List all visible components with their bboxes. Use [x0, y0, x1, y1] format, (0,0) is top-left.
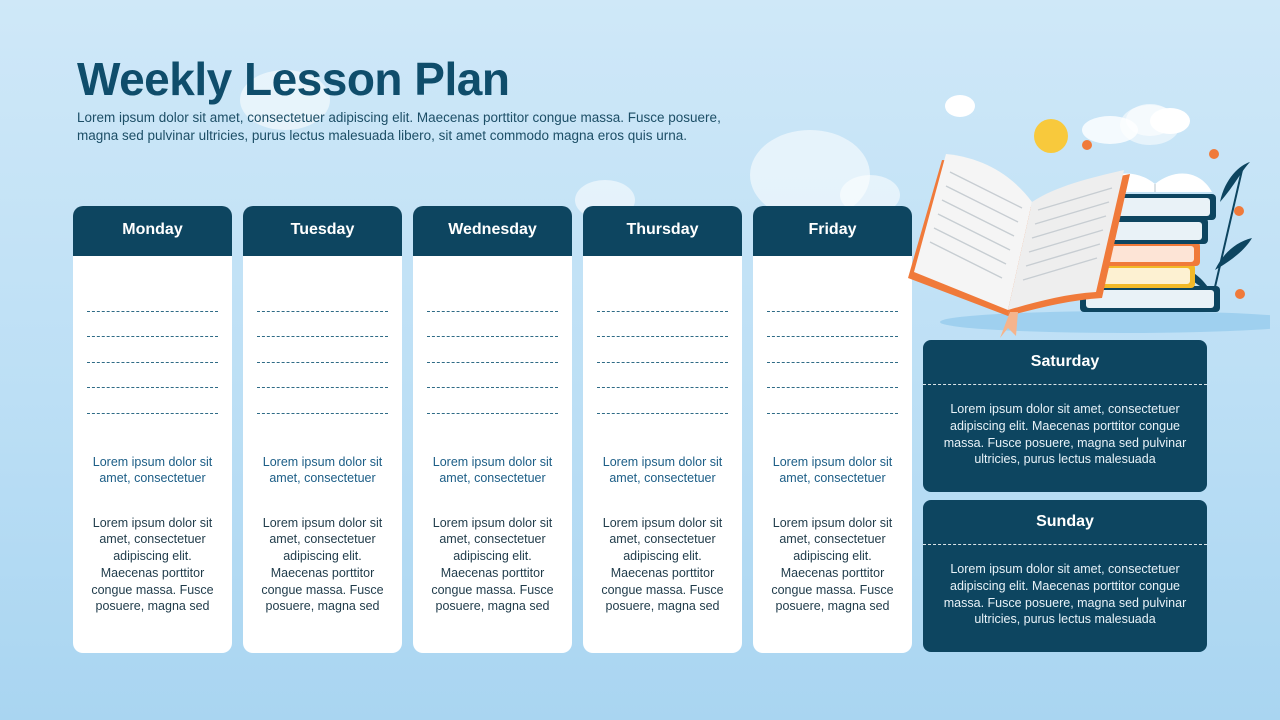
day-card-sunday: [923, 500, 1207, 652]
day-title: Saturday: [923, 340, 1207, 385]
day-description: Lorem ipsum dolor sit amet, consectetuer adipiscing elit. Maecenas porttitor congue massa. Fusce posuere, magna sed: [91, 515, 214, 614]
day-card-friday: [753, 206, 912, 653]
page-title: Weekly Lesson Plan: [77, 53, 510, 105]
open-book-stack-icon: [890, 90, 1270, 340]
note-line[interactable]: [597, 337, 728, 363]
note-line[interactable]: [767, 286, 898, 312]
note-line[interactable]: [87, 312, 218, 338]
note-line[interactable]: [767, 312, 898, 338]
note-line[interactable]: [767, 363, 898, 389]
note-line[interactable]: [767, 388, 898, 414]
day-description: Lorem ipsum dolor sit amet, consectetuer adipiscing elit. Maecenas porttitor congue massa. Fusce posuere, magna sed pulvinar ultricies, purus lectus malesuada: [943, 562, 1187, 627]
day-card-wednesday: [413, 206, 572, 653]
day-highlight: Lorem ipsum dolor sit amet, consectetuer: [262, 454, 383, 485]
day-description: Lorem ipsum dolor sit amet, consectetuer adipiscing elit. Maecenas porttitor congue massa. Fusce posuere, magna sed: [261, 515, 384, 614]
note-line[interactable]: [597, 286, 728, 312]
note-line[interactable]: [87, 337, 218, 363]
day-title: Monday: [73, 206, 232, 256]
note-line[interactable]: [427, 286, 558, 312]
note-lines: [753, 286, 912, 414]
day-title: Thursday: [583, 206, 742, 256]
day-highlight: Lorem ipsum dolor sit amet, consectetuer: [772, 454, 893, 485]
day-description: Lorem ipsum dolor sit amet, consectetuer adipiscing elit. Maecenas porttitor congue massa. Fusce posuere, magna sed: [601, 515, 724, 614]
page-subtitle: Lorem ipsum dolor sit amet, consectetuer adipiscing elit. Maecenas porttitor congue massa. Fusce posuere, magna sed pulvinar ultricies, purus lectus malesuada libero, sit amet commodo magna eros quis urna.: [77, 110, 721, 143]
note-lines: [583, 286, 742, 414]
day-description: Lorem ipsum dolor sit amet, consectetuer adipiscing elit. Maecenas porttitor congue massa. Fusce posuere, magna sed pulvinar ultricies, purus lectus malesuada: [943, 402, 1187, 467]
note-line[interactable]: [767, 337, 898, 363]
day-highlight: Lorem ipsum dolor sit amet, consectetuer: [602, 454, 723, 485]
day-highlight: Lorem ipsum dolor sit amet, consectetuer: [432, 454, 553, 485]
note-lines: [73, 286, 232, 414]
day-description: Lorem ipsum dolor sit amet, consectetuer adipiscing elit. Maecenas porttitor congue massa. Fusce posuere, magna sed: [431, 515, 554, 614]
day-title: Tuesday: [243, 206, 402, 256]
note-line[interactable]: [87, 388, 218, 414]
note-line[interactable]: [427, 337, 558, 363]
day-card-tuesday: [243, 206, 402, 653]
note-lines: [243, 286, 402, 414]
note-lines: [413, 286, 572, 414]
note-line[interactable]: [597, 363, 728, 389]
note-line[interactable]: [427, 388, 558, 414]
day-title: Sunday: [923, 500, 1207, 545]
note-line[interactable]: [87, 363, 218, 389]
day-description: Lorem ipsum dolor sit amet, consectetuer adipiscing elit. Maecenas porttitor congue massa. Fusce posuere, magna sed: [771, 515, 894, 614]
note-line[interactable]: [257, 312, 388, 338]
note-line[interactable]: [257, 337, 388, 363]
note-line[interactable]: [597, 388, 728, 414]
day-card-saturday: [923, 340, 1207, 492]
note-line[interactable]: [87, 286, 218, 312]
note-line[interactable]: [427, 363, 558, 389]
day-highlight: Lorem ipsum dolor sit amet, consectetuer: [92, 454, 213, 485]
day-title: Wednesday: [413, 206, 572, 256]
day-title: Friday: [753, 206, 912, 256]
note-line[interactable]: [257, 388, 388, 414]
day-card-monday: [73, 206, 232, 653]
day-card-thursday: [583, 206, 742, 653]
note-line[interactable]: [427, 312, 558, 338]
note-line[interactable]: [597, 312, 728, 338]
note-line[interactable]: [257, 286, 388, 312]
note-line[interactable]: [257, 363, 388, 389]
